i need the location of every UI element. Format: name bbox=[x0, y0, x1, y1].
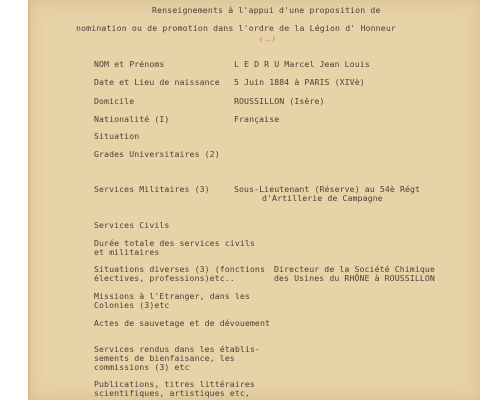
field-label-birth: Date et Lieu de naissance bbox=[94, 77, 220, 87]
field-label-missions-line2: Colonies (3)etc bbox=[94, 300, 170, 310]
field-label-publications-line2: scientifiques, artistiques etc, bbox=[94, 388, 250, 398]
field-value-military-line2: d'Artillerie de Campagne bbox=[262, 193, 383, 203]
field-label-domicile: Domicile bbox=[94, 96, 135, 106]
field-value-nationality: Française bbox=[234, 114, 280, 124]
handwritten-note: ( ... ) bbox=[259, 35, 276, 44]
field-label-rescue: Actes de sauvetage et de dévouement bbox=[94, 318, 271, 328]
field-label-nationality: Nationalité (I) bbox=[94, 114, 170, 124]
field-label-situations-line2: électives, professions)etc.. bbox=[94, 273, 235, 283]
title-line-1: Renseignements à l'appui d'une proposition de bbox=[152, 5, 381, 15]
field-label-situation: Situation bbox=[94, 131, 140, 141]
field-label-situations: Situations diverses (3) (fonctions bbox=[94, 264, 265, 274]
page-edge bbox=[28, 0, 30, 400]
field-value-military: Sous-Lieutenant (Réserve) au 54è Régt bbox=[234, 184, 421, 194]
field-value-situations: Directeur de la Société Chimique bbox=[274, 264, 435, 274]
field-label-grades: Grades Universitaires (2) bbox=[94, 149, 220, 159]
field-value-situations-line2: des Usines du RHÔNE à ROUSSILLON bbox=[274, 273, 435, 283]
field-label-services: Services rendus dans les établis- bbox=[94, 344, 260, 354]
field-label-civil: Services Civils bbox=[94, 220, 170, 230]
document-page bbox=[28, 0, 480, 400]
title-line-2: nomination ou de promotion dans l'ordre de la Légion d' Honneur bbox=[76, 23, 396, 33]
field-label-services-line2: sements de bienfaisance, les bbox=[94, 353, 235, 363]
field-label-duration-line2: et militaires bbox=[94, 247, 160, 257]
field-value-birth: 5 Juin 1884 à PARIS (XIVè) bbox=[234, 77, 365, 87]
field-label-publications: Publications, titres littéraires bbox=[94, 379, 255, 389]
field-value-name: L E D R U Marcel Jean Louis bbox=[234, 59, 370, 69]
field-label-missions: Missions à l'Etranger, dans les bbox=[94, 291, 250, 301]
field-value-domicile: ROUSSILLON (Isère) bbox=[234, 96, 325, 106]
field-label-name: NOM et Prénoms bbox=[94, 59, 165, 69]
field-label-duration: Durée totale des services civils bbox=[94, 238, 255, 248]
field-label-services-line3: commissions (3) etc bbox=[94, 362, 190, 372]
field-label-military: Services Militaires (3) bbox=[94, 184, 210, 194]
